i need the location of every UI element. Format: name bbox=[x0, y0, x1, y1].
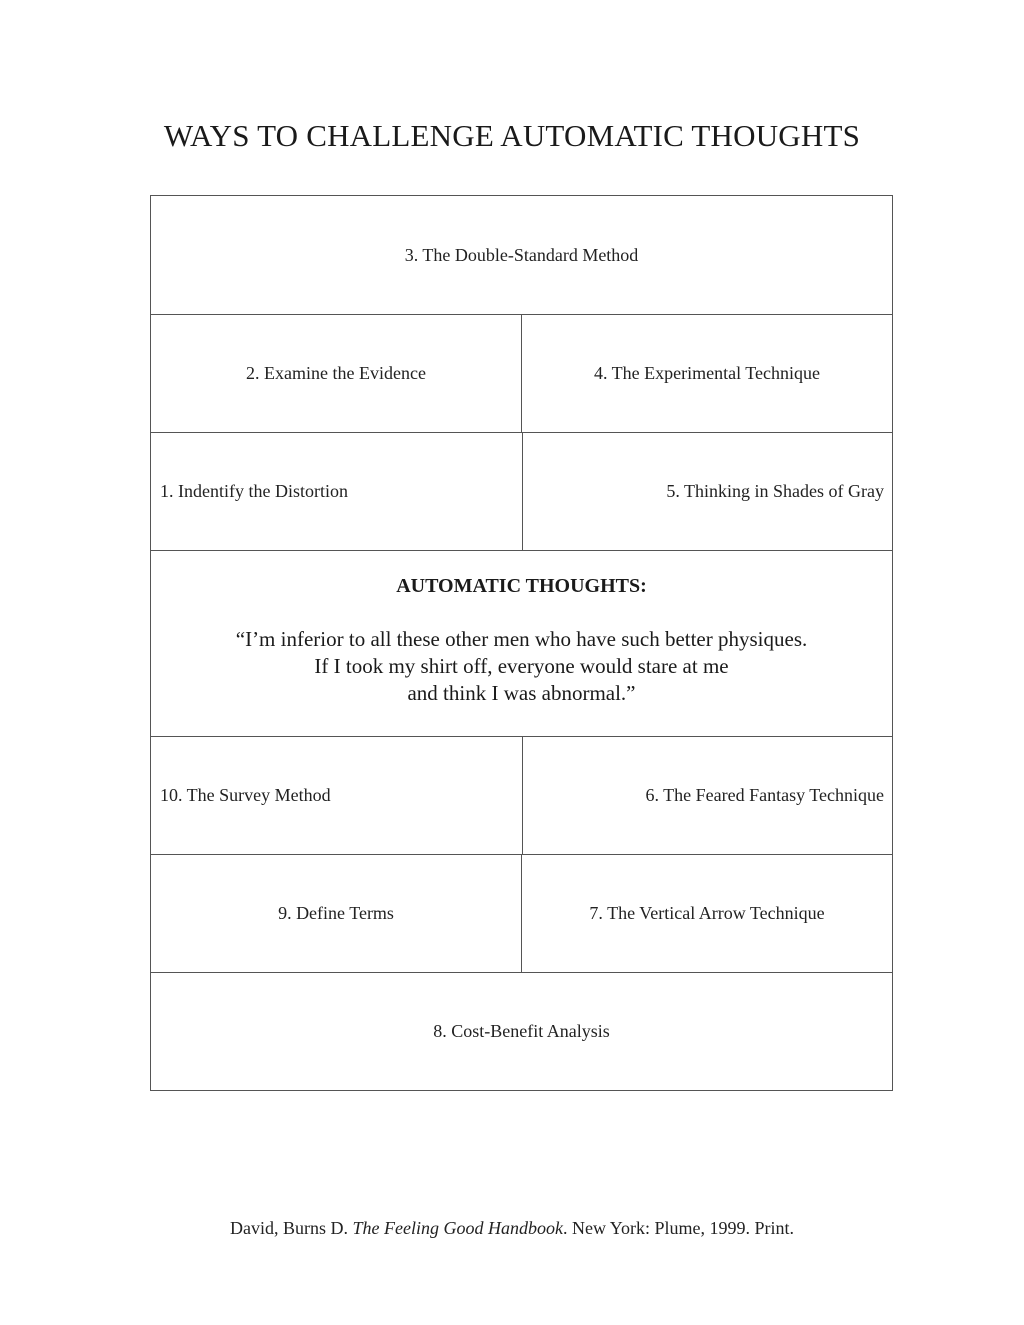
technique-experimental: 4. The Experimental Technique bbox=[521, 315, 892, 432]
technique-survey-method: 10. The Survey Method bbox=[160, 785, 331, 805]
grid-row-3 bbox=[151, 432, 892, 550]
technique-cost-benefit: 8. Cost-Benefit Analysis bbox=[433, 1021, 610, 1041]
automatic-thought-line: and think I was abnormal.” bbox=[407, 681, 636, 705]
citation-publication: . New York: Plume, 1999. Print. bbox=[562, 1218, 794, 1238]
citation-book-title: The Feeling Good Handbook bbox=[352, 1218, 563, 1238]
technique-feared-fantasy: 6. The Feared Fantasy Technique bbox=[522, 737, 893, 854]
citation bbox=[0, 1218, 1024, 1239]
technique-define-terms: 9. Define Terms bbox=[278, 903, 394, 923]
technique-examine-evidence: 2. Examine the Evidence bbox=[246, 363, 426, 383]
page-title: WAYS TO CHALLENGE AUTOMATIC THOUGHTS bbox=[163, 118, 861, 153]
automatic-thoughts-row bbox=[151, 550, 892, 736]
automatic-thought-line: “I’m inferior to all these other men who have such better physiques. bbox=[235, 627, 808, 651]
grid-row-2 bbox=[151, 314, 892, 432]
automatic-thoughts-box bbox=[151, 551, 892, 736]
automatic-thoughts-heading: AUTOMATIC THOUGHTS: bbox=[396, 575, 647, 597]
citation-author: David, Burns D. bbox=[230, 1218, 353, 1238]
grid-row-6 bbox=[151, 854, 892, 972]
technique-vertical-arrow: 7. The Vertical Arrow Technique bbox=[521, 855, 892, 972]
grid-row-1 bbox=[151, 196, 892, 314]
grid-row-5 bbox=[151, 736, 892, 854]
grid-row-7 bbox=[151, 972, 892, 1090]
techniques-grid bbox=[150, 195, 893, 1091]
technique-identify-distortion: 1. Indentify the Distortion bbox=[160, 481, 348, 501]
technique-double-standard: 3. The Double-Standard Method bbox=[404, 244, 639, 265]
technique-shades-of-gray: 5. Thinking in Shades of Gray bbox=[522, 433, 893, 550]
automatic-thought-line: If I took my shirt off, everyone would stare at me bbox=[314, 654, 729, 678]
